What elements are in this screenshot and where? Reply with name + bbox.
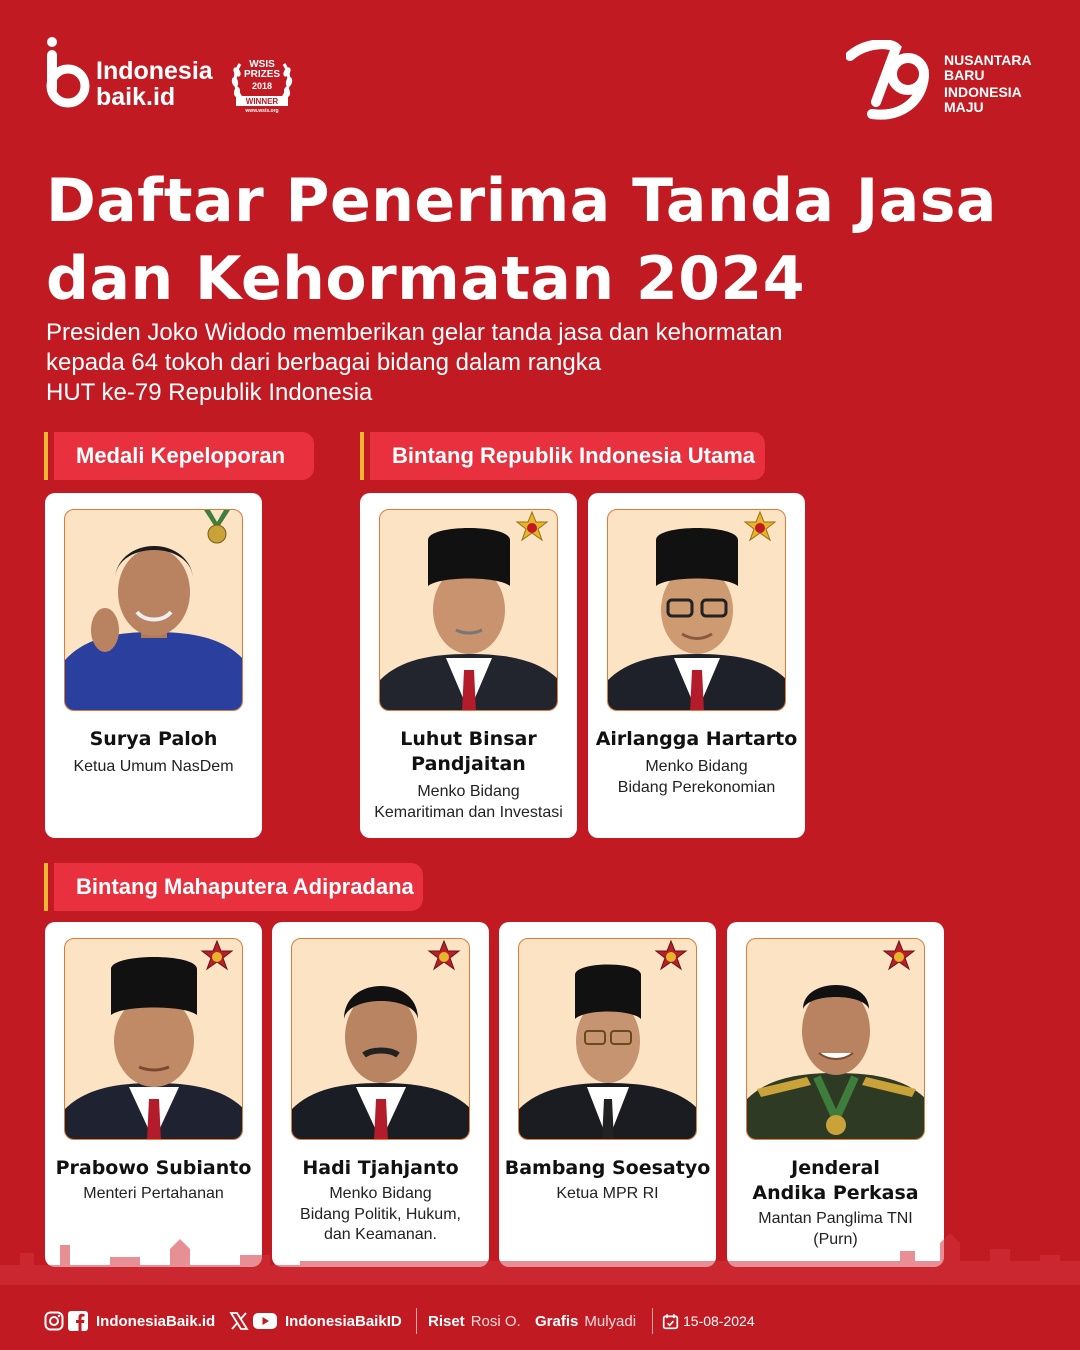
social-handle: IndonesiaBaik.id [96,1312,216,1330]
recipient-role [592,757,801,798]
graphic-label: Grafis [535,1312,579,1330]
footer-social-1[interactable] [44,1311,215,1331]
social-handle: IndonesiaBaikID [285,1312,402,1330]
instagram-icon [44,1311,64,1331]
footer-divider [652,1308,653,1334]
role-line: Bidang Perekonomian [617,778,776,796]
role-line: (Purn) [813,1230,858,1248]
name-line: Prabowo Subianto [55,1157,252,1179]
recipient-photo [607,509,786,711]
slogan-line-1: NUSANTARA [944,52,1032,68]
role-line: Bidang Politik, Hukum, [300,1205,461,1223]
name-line: Airlangga Hartarto [595,728,798,750]
name-line: Pandjaitan [411,753,526,775]
tag-accent-bar [44,432,48,480]
title-line-2: dan Kehormatan 2024 [46,244,805,314]
publish-date: 15-08-2024 [683,1313,755,1329]
footer-research-credit [428,1311,521,1331]
award-line-1: WSIS [249,59,275,70]
subtitle-line-1: Presiden Joko Widodo memberikan gelar tanda jasa dan kehormatan [46,319,783,346]
award-line-4: WINNER [245,97,279,106]
hut-79-logo-icon [846,40,938,122]
award-line-3: 2018 [251,81,273,91]
role-line: dan Keamanan. [324,1226,437,1243]
recipient-name [731,1156,940,1206]
tag-pill [370,432,765,480]
research-label: Riset [428,1312,465,1330]
recipient-card [272,922,489,1267]
section-label: Bintang Republik Indonesia Utama [392,443,756,468]
name-line: Andika Perkasa [752,1182,919,1204]
recipient-photo [379,509,558,711]
recipient-name [364,727,573,777]
page-subtitle [46,318,866,408]
facebook-icon [68,1311,88,1331]
recipient-card [45,922,262,1267]
footer-social-2[interactable] [229,1311,402,1331]
section-label: Medali Kepeloporan [76,443,286,468]
recipient-card [727,922,944,1267]
recipient-name [49,727,258,752]
indonesiabaik-logo-icon [44,36,92,108]
research-name: Rosi O. [470,1312,521,1330]
role-line: Kemaritiman dan Investasi [374,803,563,821]
name-line: Hadi Tjahjanto [302,1157,459,1179]
recipient-role [49,1184,258,1205]
role-line: Menko Bidang [329,1185,432,1202]
role-line: Ketua Umum NasDem [73,758,234,775]
recipient-card [45,493,262,838]
recipient-name [592,727,801,752]
graphic-name: Mulyadi [584,1312,637,1330]
anniversary-slogan [944,53,1032,115]
brand-line-2: baik.id [96,83,176,111]
recipient-name [49,1156,258,1181]
recipient-name [276,1156,485,1181]
gold-star-icon [743,510,777,546]
red-star-icon [200,939,234,975]
tag-pill [54,432,314,480]
youtube-icon [253,1311,277,1331]
award-line-5: www.wsis.org [245,108,279,114]
recipient-photo [746,938,925,1140]
green-medal-icon [200,510,234,546]
recipient-photo [518,938,697,1140]
x-twitter-icon [229,1311,249,1331]
recipient-card [499,922,716,1267]
brand-line-1: Indonesia [96,57,213,85]
calendar-icon [662,1313,679,1330]
name-line: Jenderal [791,1157,880,1179]
recipient-card [588,493,805,838]
slogan-line-3: INDONESIA [944,84,1022,100]
role-line: Menko Bidang [645,758,748,775]
footer-divider [416,1308,417,1334]
city-skyline-decoration [0,1225,1080,1285]
role-line: Mantan Panglima TNI [758,1210,913,1227]
recipient-photo [291,938,470,1140]
wsis-award-badge [228,52,296,116]
award-line-2: PRIZES [243,69,281,80]
role-line: Menteri Pertahanan [83,1185,224,1202]
red-star-icon [427,939,461,975]
title-line-1: Daftar Penerima Tanda Jasa [46,166,997,236]
footer-date [662,1311,755,1331]
recipient-photo [64,938,243,1140]
role-line: Ketua MPR RI [556,1185,659,1202]
subtitle-line-3: HUT ke-79 Republik Indonesia [46,379,373,406]
brand-name [96,58,213,110]
role-line: Menko Bidang [417,783,520,800]
footer-graphic-credit [535,1311,636,1331]
red-star-icon [654,939,688,975]
recipient-card [360,493,577,838]
slogan-line-4: MAJU [944,99,984,115]
recipient-photo [64,509,243,711]
tag-pill [54,863,423,911]
page-title [46,162,1046,318]
tag-accent-bar [360,432,364,480]
recipient-role [364,782,573,823]
section-label: Bintang Mahaputera Adipradana [76,874,414,899]
slogan-line-2: BARU [944,67,985,83]
subtitle-line-2: kepada 64 tokoh dari berbagai bidang dalam rangka [46,349,602,376]
recipient-name [503,1156,712,1181]
recipient-role [503,1184,712,1205]
recipient-role [49,757,258,778]
red-star-icon [882,939,916,975]
gold-star-icon [515,510,549,546]
name-line: Bambang Soesatyo [504,1157,711,1179]
name-line: Luhut Binsar [400,728,537,750]
tag-accent-bar [44,863,48,911]
name-line: Surya Paloh [89,728,218,750]
